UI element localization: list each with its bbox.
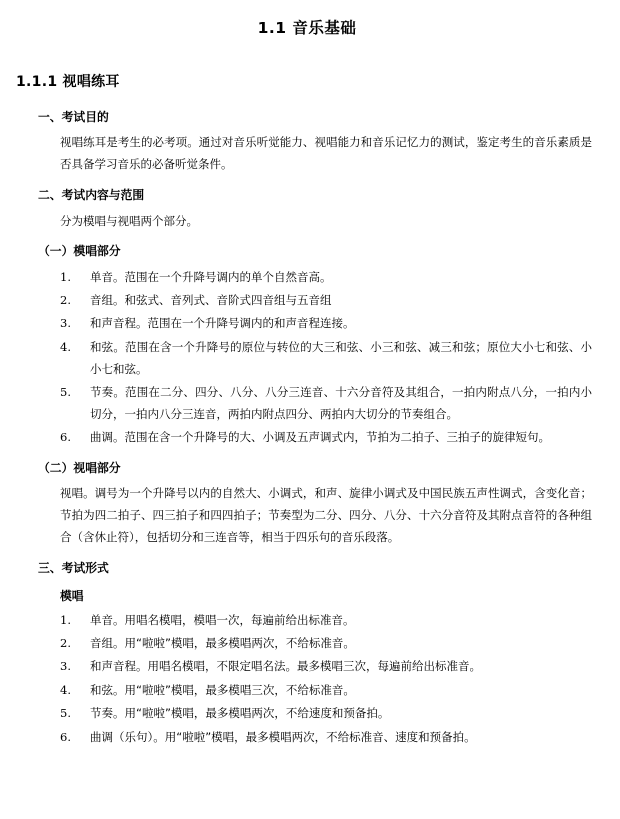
list-item	[16, 313, 598, 335]
list-item-number: 2.	[60, 636, 71, 651]
list-imitation-content	[16, 267, 598, 449]
list-item	[16, 290, 598, 312]
list-item	[16, 267, 598, 289]
list-item-number: 6.	[60, 430, 71, 445]
list-item-number: 5.	[60, 385, 71, 399]
list-item-text: 和弦。范围在含一个升降号的原位与转位的大三和弦、小三和弦、减三和弦；原位大小七和弦、小小七和弦。	[90, 339, 592, 376]
list-item	[16, 427, 598, 449]
list-item-text: 音组。和弦式、音列式、音阶式四音组与五音组	[90, 293, 332, 308]
list-item-text: 和声音程。范围在一个升降号调内的和声音程连接。	[90, 316, 355, 331]
subsection-heading-sightsinging-part: （二）视唱部分	[38, 461, 121, 476]
paragraph-sightsinging: 视唱。调号为一个升降号以内的自然大、小调式，和声、旋律小调式及中国民族五声性调式，含变化音；节拍为四二拍子、四三拍子和四四拍子；节奏型为二分、四分、八分、十六分音符及其附点音符的各种组合（含休止符），包括切分和三连音等，相当于四乐句的音乐段落。	[60, 486, 592, 545]
list-item-text: 曲调（乐句）。用“啦啦”模唱，最多模唱两次，不给标准音、速度和预备拍。	[90, 729, 476, 744]
list-item	[16, 680, 598, 702]
paragraph-exam-purpose: 视唱练耳是考生的必考项。通过对音乐听觉能力、视唱能力和音乐记忆力的测试，鉴定考生的音乐素质是否具备学习音乐的必备听觉条件。	[60, 135, 592, 172]
list-item-number: 1.	[60, 269, 71, 284]
list-item	[16, 656, 598, 678]
list-item-text: 和弦。用“啦啦”模唱，最多模唱三次，不给标准音。	[90, 682, 355, 697]
page-title: 1.1 音乐基础	[257, 19, 357, 37]
subsection-heading-imitation-part: （一）模唱部分	[38, 244, 121, 259]
list-item-number: 3.	[60, 659, 71, 674]
list-item	[16, 727, 598, 749]
list-item-text: 曲调。范围在含一个升降号的大、小调及五声调式内，节拍为二拍子、三拍子的旋律短句。	[90, 430, 550, 445]
list-item-text: 和声音程。用唱名模唱，不限定唱名法。最多模唱三次，每遍前给出标准音。	[90, 659, 481, 674]
subsection-heading-exam-purpose: 一、考试目的	[38, 110, 109, 125]
list-item	[16, 337, 598, 381]
paragraph-exam-content: 分为模唱与视唱两个部分。	[60, 213, 198, 228]
list-item-number: 5.	[60, 706, 71, 721]
list-item	[16, 633, 598, 655]
list-item-text: 节奏。范围在二分、四分、八分、八分三连音、十六分音符及其组合，一拍内附点八分，一拍内小切分，一拍内八分三连音，两拍内附点四分、两拍内大切分的节奏组合。	[90, 385, 592, 421]
list-item-number: 2.	[60, 293, 71, 308]
list-item-text: 单音。范围在一个升降号调内的单个自然音高。	[90, 269, 332, 284]
list-item-text: 单音。用唱名模唱，模唱一次，每遍前给出标准音。	[90, 612, 355, 627]
subsection-heading-exam-content: 二、考试内容与范围	[38, 188, 145, 203]
list-item	[16, 382, 598, 426]
list-item-text: 音组。用“啦啦”模唱，最多模唱两次，不给标准音。	[90, 636, 355, 651]
list-item	[16, 703, 598, 725]
subsection-heading-exam-format: 三、考试形式	[38, 560, 109, 575]
list-item-number: 3.	[60, 316, 71, 331]
list-item-number: 1.	[60, 612, 71, 627]
list-item-number: 4.	[60, 682, 71, 697]
list-item	[16, 610, 598, 632]
list-item-number: 4.	[60, 339, 71, 354]
section-heading: 1.1.1 视唱练耳	[16, 74, 120, 91]
list-item-text: 节奏。用“啦啦”模唱，最多模唱两次，不给速度和预备拍。	[90, 706, 390, 721]
subsection-heading-imitation-format: 模唱	[60, 589, 84, 604]
list-item-number: 6.	[60, 729, 71, 744]
list-imitation-format	[16, 610, 598, 749]
